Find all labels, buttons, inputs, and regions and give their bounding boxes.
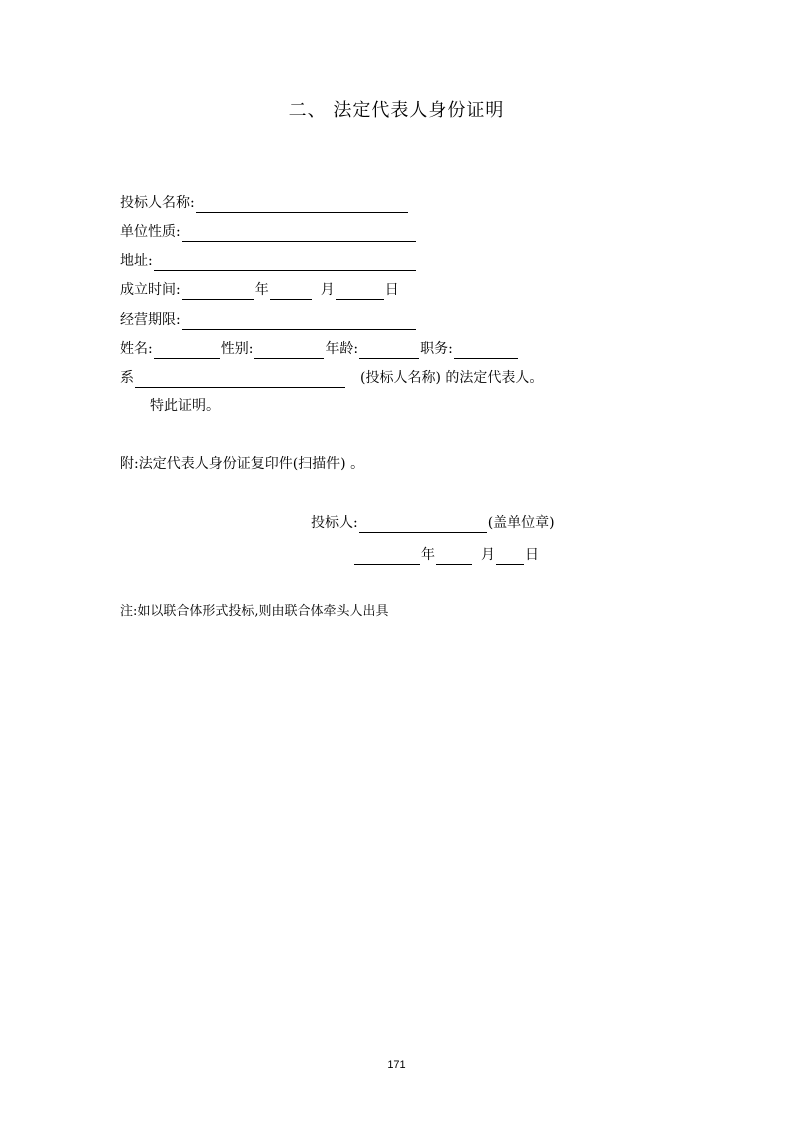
bidder-name-blank[interactable] xyxy=(196,196,408,213)
signature-month-label: 月 xyxy=(481,547,495,563)
unit-nature-row xyxy=(120,220,417,242)
signature-day-label: 日 xyxy=(525,547,539,563)
signature-month-blank[interactable] xyxy=(436,548,472,565)
seal-note: (盖单位章) xyxy=(487,515,555,531)
age-blank[interactable] xyxy=(359,342,419,359)
signature-row xyxy=(311,511,555,533)
established-label: 成立时间: xyxy=(120,282,181,298)
gender-blank[interactable] xyxy=(254,342,324,359)
signature-date-row xyxy=(353,543,539,565)
position-blank[interactable] xyxy=(454,342,518,359)
address-row xyxy=(120,249,417,271)
position-label: 职务: xyxy=(420,341,453,357)
day-label: 日 xyxy=(384,282,399,298)
relation-blank[interactable] xyxy=(135,371,345,388)
signature-year-label: 年 xyxy=(421,547,435,563)
bidder-name-row xyxy=(120,191,409,213)
person-row xyxy=(120,337,519,359)
month-label: 月 xyxy=(320,282,335,298)
unit-nature-label: 单位性质: xyxy=(120,224,181,240)
established-row xyxy=(120,278,399,300)
attachment-row xyxy=(120,452,364,474)
relation-suffix: (投标人名称) 的法定代表人。 xyxy=(360,370,544,386)
address-label: 地址: xyxy=(120,253,153,269)
attachment-text: 附:法定代表人身份证复印件(扫描件) 。 xyxy=(120,456,365,472)
signature-bidder-label: 投标人: xyxy=(311,515,358,531)
year-label: 年 xyxy=(254,282,269,298)
address-blank[interactable] xyxy=(154,254,416,271)
name-label: 姓名: xyxy=(120,341,153,357)
note-row xyxy=(120,600,389,622)
name-blank[interactable] xyxy=(154,342,220,359)
relation-row xyxy=(120,366,543,388)
certify-row xyxy=(150,394,220,416)
note-text: 注:如以联合体形式投标,则由联合体牵头人出具 xyxy=(120,604,389,619)
period-label: 经营期限: xyxy=(120,312,181,328)
unit-nature-blank[interactable] xyxy=(182,225,416,242)
certify-text: 特此证明。 xyxy=(150,398,220,414)
established-month-blank[interactable] xyxy=(270,283,312,300)
signature-blank[interactable] xyxy=(359,516,487,533)
gender-label: 性别: xyxy=(220,341,254,357)
relation-prefix: 系 xyxy=(120,370,134,386)
period-blank[interactable] xyxy=(182,313,416,330)
period-row xyxy=(120,308,417,330)
established-day-blank[interactable] xyxy=(336,283,384,300)
established-year-blank[interactable] xyxy=(182,283,254,300)
bidder-name-label: 投标人名称: xyxy=(120,195,195,211)
age-label: 年龄: xyxy=(325,341,359,357)
page-title: 二、 法定代表人身份证明 xyxy=(288,100,505,121)
page-number: 171 xyxy=(387,1059,406,1071)
signature-day-blank[interactable] xyxy=(496,548,524,565)
signature-year-blank[interactable] xyxy=(354,548,420,565)
